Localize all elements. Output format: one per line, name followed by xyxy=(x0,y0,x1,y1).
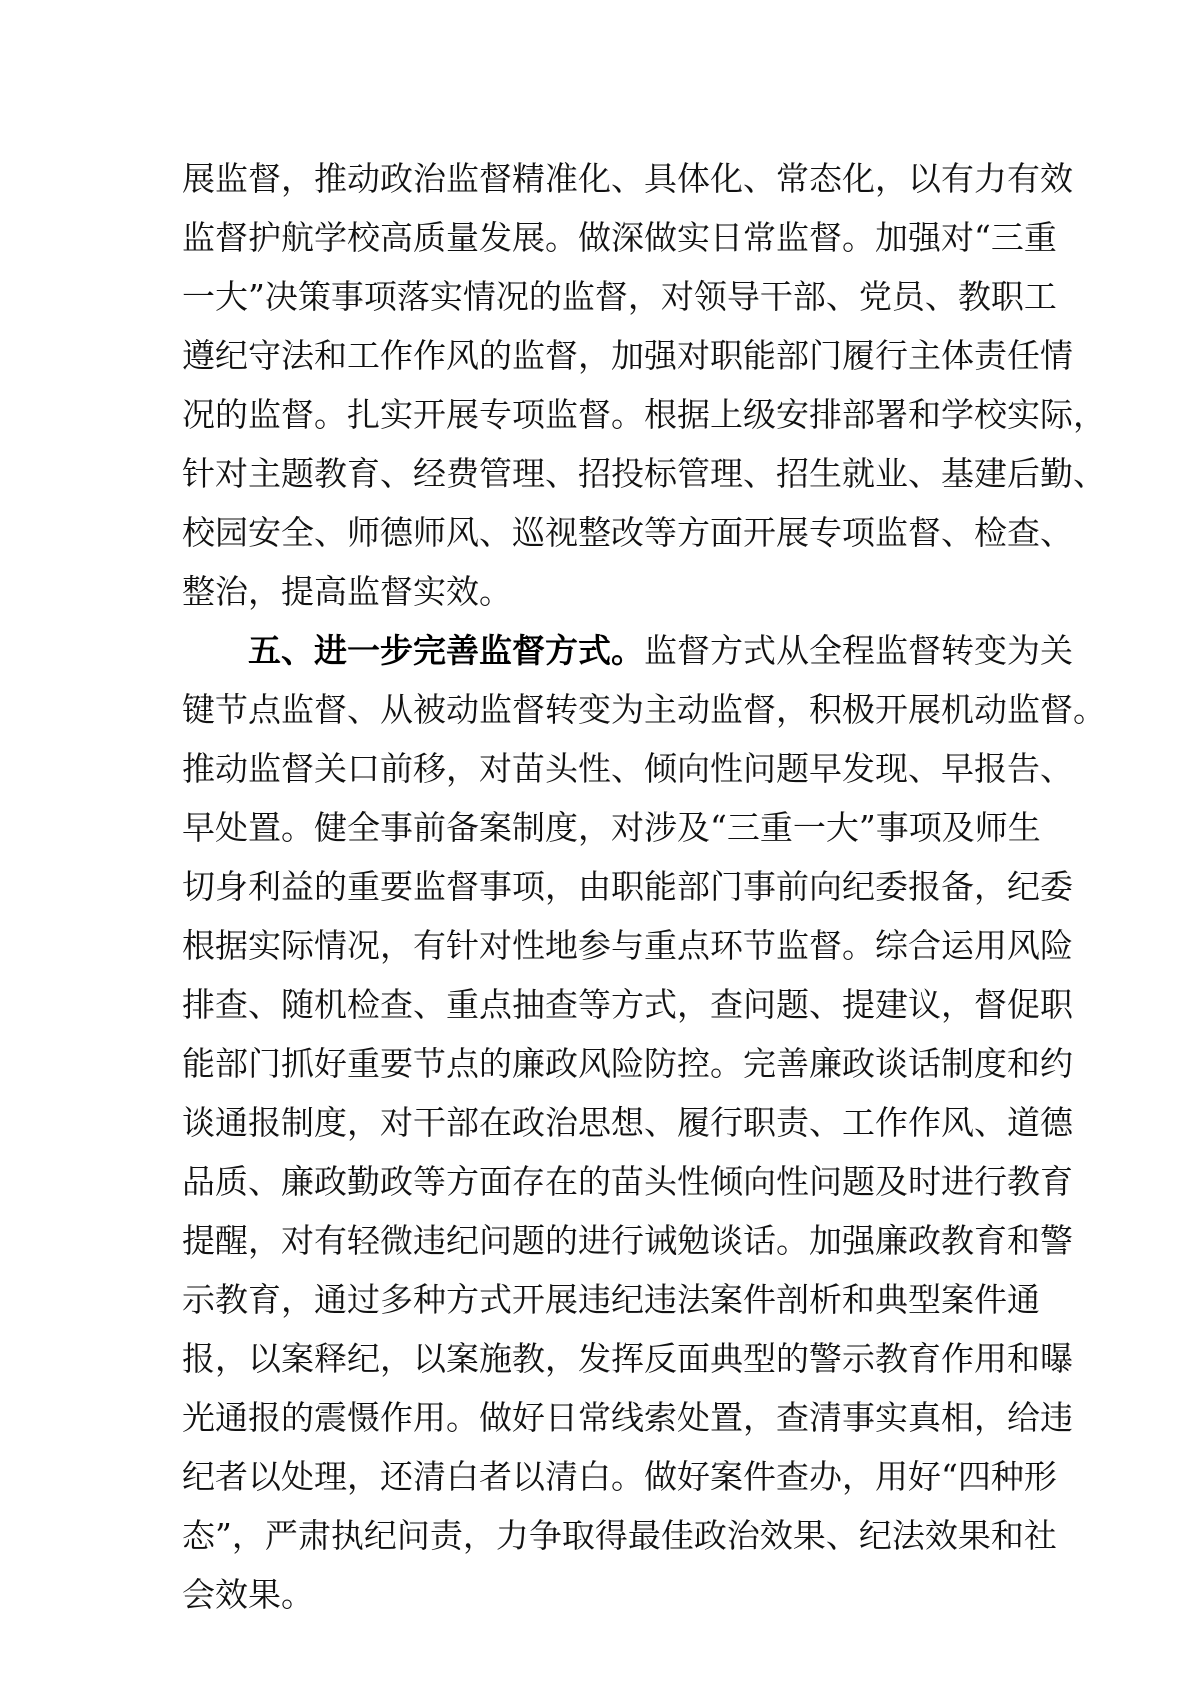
text-line: 况的监督。扎实开展专项监督。根据上级安排部署和学校实际， xyxy=(182,395,1106,434)
text-line: 纪者以处理，还清白者以清白。做好案件查办，用好“四种形 xyxy=(182,1457,1057,1496)
section-heading: 五、进一步完善监督方式。 xyxy=(248,631,644,670)
text-line: 整治，提高监督实效。 xyxy=(182,572,512,611)
text-line: 排查、随机检查、重点抽查等方式，查问题、提建议，督促职 xyxy=(182,985,1073,1024)
section-text: 监督方式从全程监督转变为关 xyxy=(644,631,1073,670)
text-line: 展监督，推动政治监督精准化、具体化、常态化，以有力有效 xyxy=(182,159,1073,198)
text-line: 校园安全、师德师风、巡视整改等方面开展专项监督、检查、 xyxy=(182,513,1073,552)
text-line: 推动监督关口前移，对苗头性、倾向性问题早发现、早报告、 xyxy=(182,749,1073,788)
section-five-first-line xyxy=(182,621,1073,680)
text-line: 早处置。健全事前备案制度，对涉及“三重一大”事项及师生 xyxy=(182,808,1041,847)
text-line: 提醒，对有轻微违纪问题的进行诫勉谈话。加强廉政教育和警 xyxy=(182,1221,1073,1260)
text-line: 光通报的震慑作用。做好日常线索处置，查清事实真相，给违 xyxy=(182,1398,1073,1437)
text-line: 键节点监督、从被动监督转变为主动监督，积极开展机动监督。 xyxy=(182,690,1106,729)
body-text xyxy=(182,149,1106,1624)
text-line: 能部门抓好重要节点的廉政风险防控。完善廉政谈话制度和约 xyxy=(182,1044,1073,1083)
text-line: 根据实际情况，有针对性地参与重点环节监督。综合运用风险 xyxy=(182,926,1073,965)
text-line: 报，以案释纪，以案施教，发挥反面典型的警示教育作用和曝 xyxy=(182,1339,1073,1378)
text-line: 示教育，通过多种方式开展违纪违法案件剖析和典型案件通 xyxy=(182,1280,1040,1319)
text-line: 态”，严肃执纪问责，力争取得最佳政治效果、纪法效果和社 xyxy=(182,1516,1057,1555)
text-line: 谈通报制度，对干部在政治思想、履行职责、工作作风、道德 xyxy=(182,1103,1073,1142)
text-line: 品质、廉政勤政等方面存在的苗头性倾向性问题及时进行教育 xyxy=(182,1162,1073,1201)
text-line: 一大”决策事项落实情况的监督，对领导干部、党员、教职工 xyxy=(182,277,1057,316)
text-line: 针对主题教育、经费管理、招投标管理、招生就业、基建后勤、 xyxy=(182,454,1106,493)
text-line: 监督护航学校高质量发展。做深做实日常监督。加强对“三重 xyxy=(182,218,1057,257)
text-line: 会效果。 xyxy=(182,1575,314,1614)
text-line: 切身利益的重要监督事项，由职能部门事前向纪委报备，纪委 xyxy=(182,867,1073,906)
text-line: 遵纪守法和工作作风的监督，加强对职能部门履行主体责任情 xyxy=(182,336,1073,375)
